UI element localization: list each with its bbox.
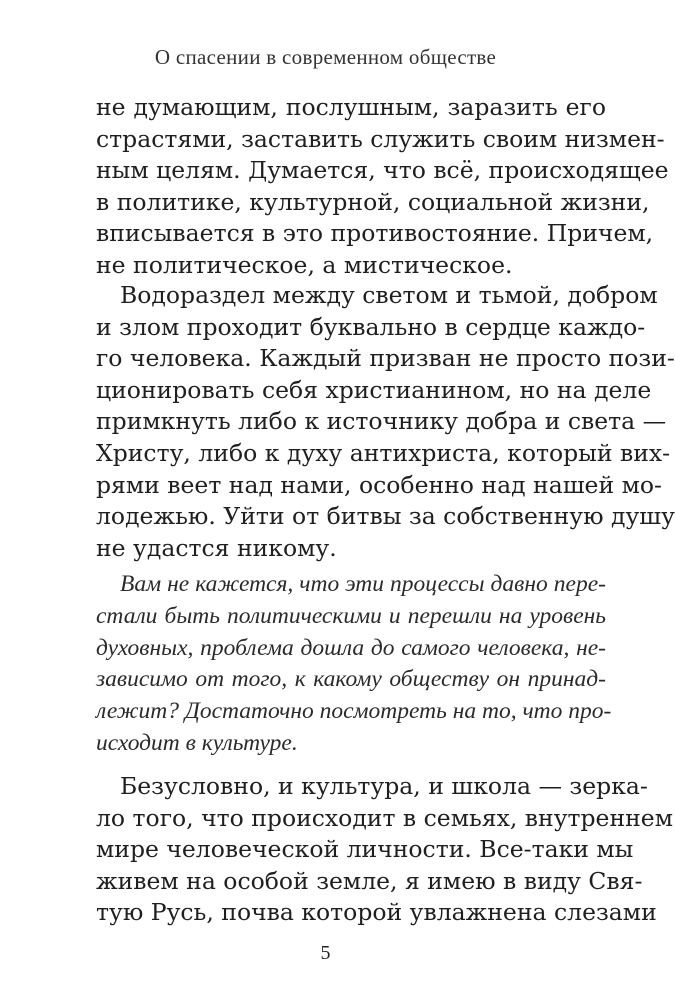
text-line: страстями, заставить служить своим низмен- [96, 124, 665, 153]
text-line: ным целям. Думается, что всё, происходящее [96, 156, 669, 185]
question-line: духовных, проблема дошла до самого человека, не- [96, 634, 606, 661]
text-line: ционировать себя христианином, но на деле [96, 375, 652, 404]
text-line: лодежью. Уйти от битвы за собственную душу [96, 502, 675, 531]
text-line: Христу, либо к духу антихриста, который вих- [96, 438, 671, 467]
text-line: мире человеческой личности. Все-таки мы [96, 835, 634, 864]
text-line: тую Русь, почва которой увлажнена слезами [96, 898, 657, 927]
running-head: О спасении в современном обществе [154, 45, 497, 69]
text-line: живем на особой земле, я имею в виду Свя- [96, 866, 643, 895]
question-line: зависимо от того, к какому обществу он принад- [96, 666, 606, 693]
text-line: примкнуть либо к источнику добра и света — [96, 407, 667, 436]
page-number: 5 [320, 942, 331, 964]
text-line: не думающим, послушным, заразить его [96, 93, 606, 121]
interview-question [96, 569, 612, 760]
text-line: вписывается в это противостояние. Причем, [96, 219, 654, 248]
text-line: го человека. Каждый призван не просто пози- [96, 344, 675, 373]
text-line: ло того, что происходит в семьях, внутреннем [96, 803, 673, 832]
question-line: Вам не кажется, что эти процессы давно пере- [120, 571, 606, 597]
text-line: в политике, культурной, социальной жизни, [96, 187, 650, 216]
paragraph-3 [96, 771, 673, 929]
text-line: рями веет над нами, особенно над нашей мо- [96, 470, 662, 499]
text-line: Водораздел между светом и тьмой, добром [120, 281, 658, 309]
paragraph-1 [96, 92, 669, 282]
text-line: не удастся никому. [96, 533, 337, 562]
question-line: исходит в культуре. [96, 729, 298, 756]
text-line: Безусловно, и культура, и школа — зерка- [120, 772, 648, 800]
paragraph-2 [96, 280, 675, 564]
text-line: не политическое, а мистическое. [96, 250, 513, 279]
question-line: стали быть политическими и перешли на уровень [96, 602, 606, 629]
text-line: и злом проходит буквально в сердце каждо- [96, 312, 646, 341]
question-line: лежит? Достаточно посмотреть на то, что про- [96, 698, 612, 725]
